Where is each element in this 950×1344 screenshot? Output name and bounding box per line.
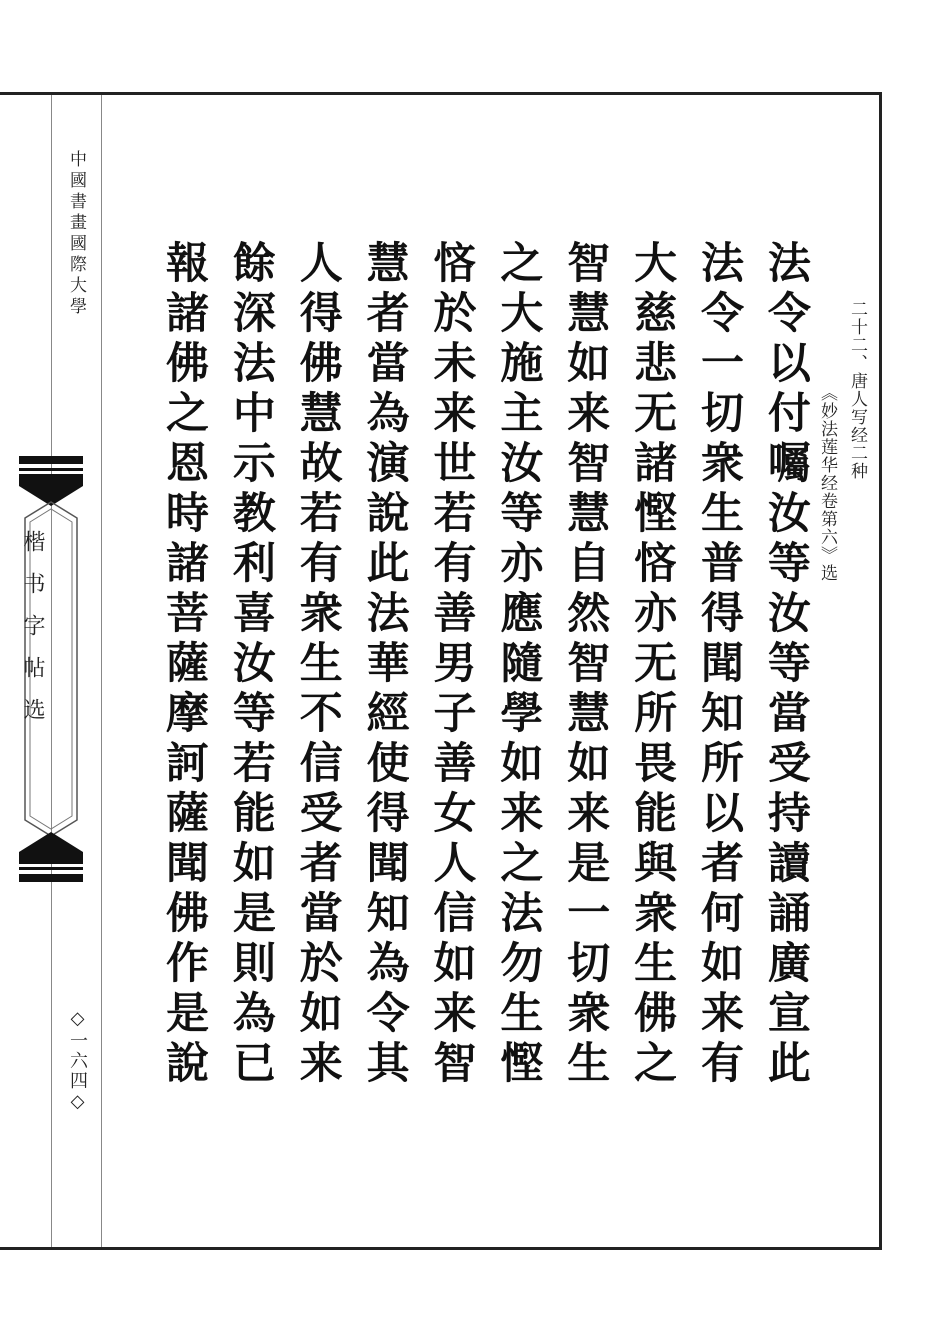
caption-subtitle: 《妙法莲华经卷第六》选 bbox=[817, 384, 837, 582]
text-column: 智慧如来智慧自然智慧如来是一切衆生 bbox=[560, 240, 611, 1090]
text-column: 餘深法中示教利喜汝等若能如是則為已 bbox=[225, 240, 276, 1090]
text-column: 悋於未来世若有善男子善女人信如来智 bbox=[426, 240, 477, 1090]
sidebar-divider-right bbox=[101, 95, 102, 1247]
series-title: 中國書畫國際大學 bbox=[66, 150, 86, 318]
calligraphy-text-block bbox=[160, 240, 810, 1120]
book-title: 楷书字帖选 bbox=[20, 530, 45, 740]
text-column: 法令一切衆生普得聞知所以者何如来有 bbox=[694, 240, 744, 1090]
caption-title: 二十二、唐人写经二种 bbox=[847, 300, 867, 480]
text-column: 大慈悲无諸慳悋亦无所畏能與衆生佛之 bbox=[627, 240, 678, 1090]
text-column: 人得佛慧故若有衆生不信受者當於如来 bbox=[292, 240, 343, 1090]
page-number: ◇一六四◇ bbox=[67, 1008, 88, 1114]
text-column: 法令以付囑汝等汝等當受持讀誦廣宣此 bbox=[760, 240, 811, 1090]
text-column: 報諸佛之恩時諸菩薩摩訶薩聞佛作是說 bbox=[159, 240, 209, 1090]
text-column: 慧者當為演說此法華經使得聞知為令其 bbox=[359, 240, 410, 1090]
text-column: 之大施主汝等亦應隨學如来之法勿生慳 bbox=[493, 240, 544, 1090]
